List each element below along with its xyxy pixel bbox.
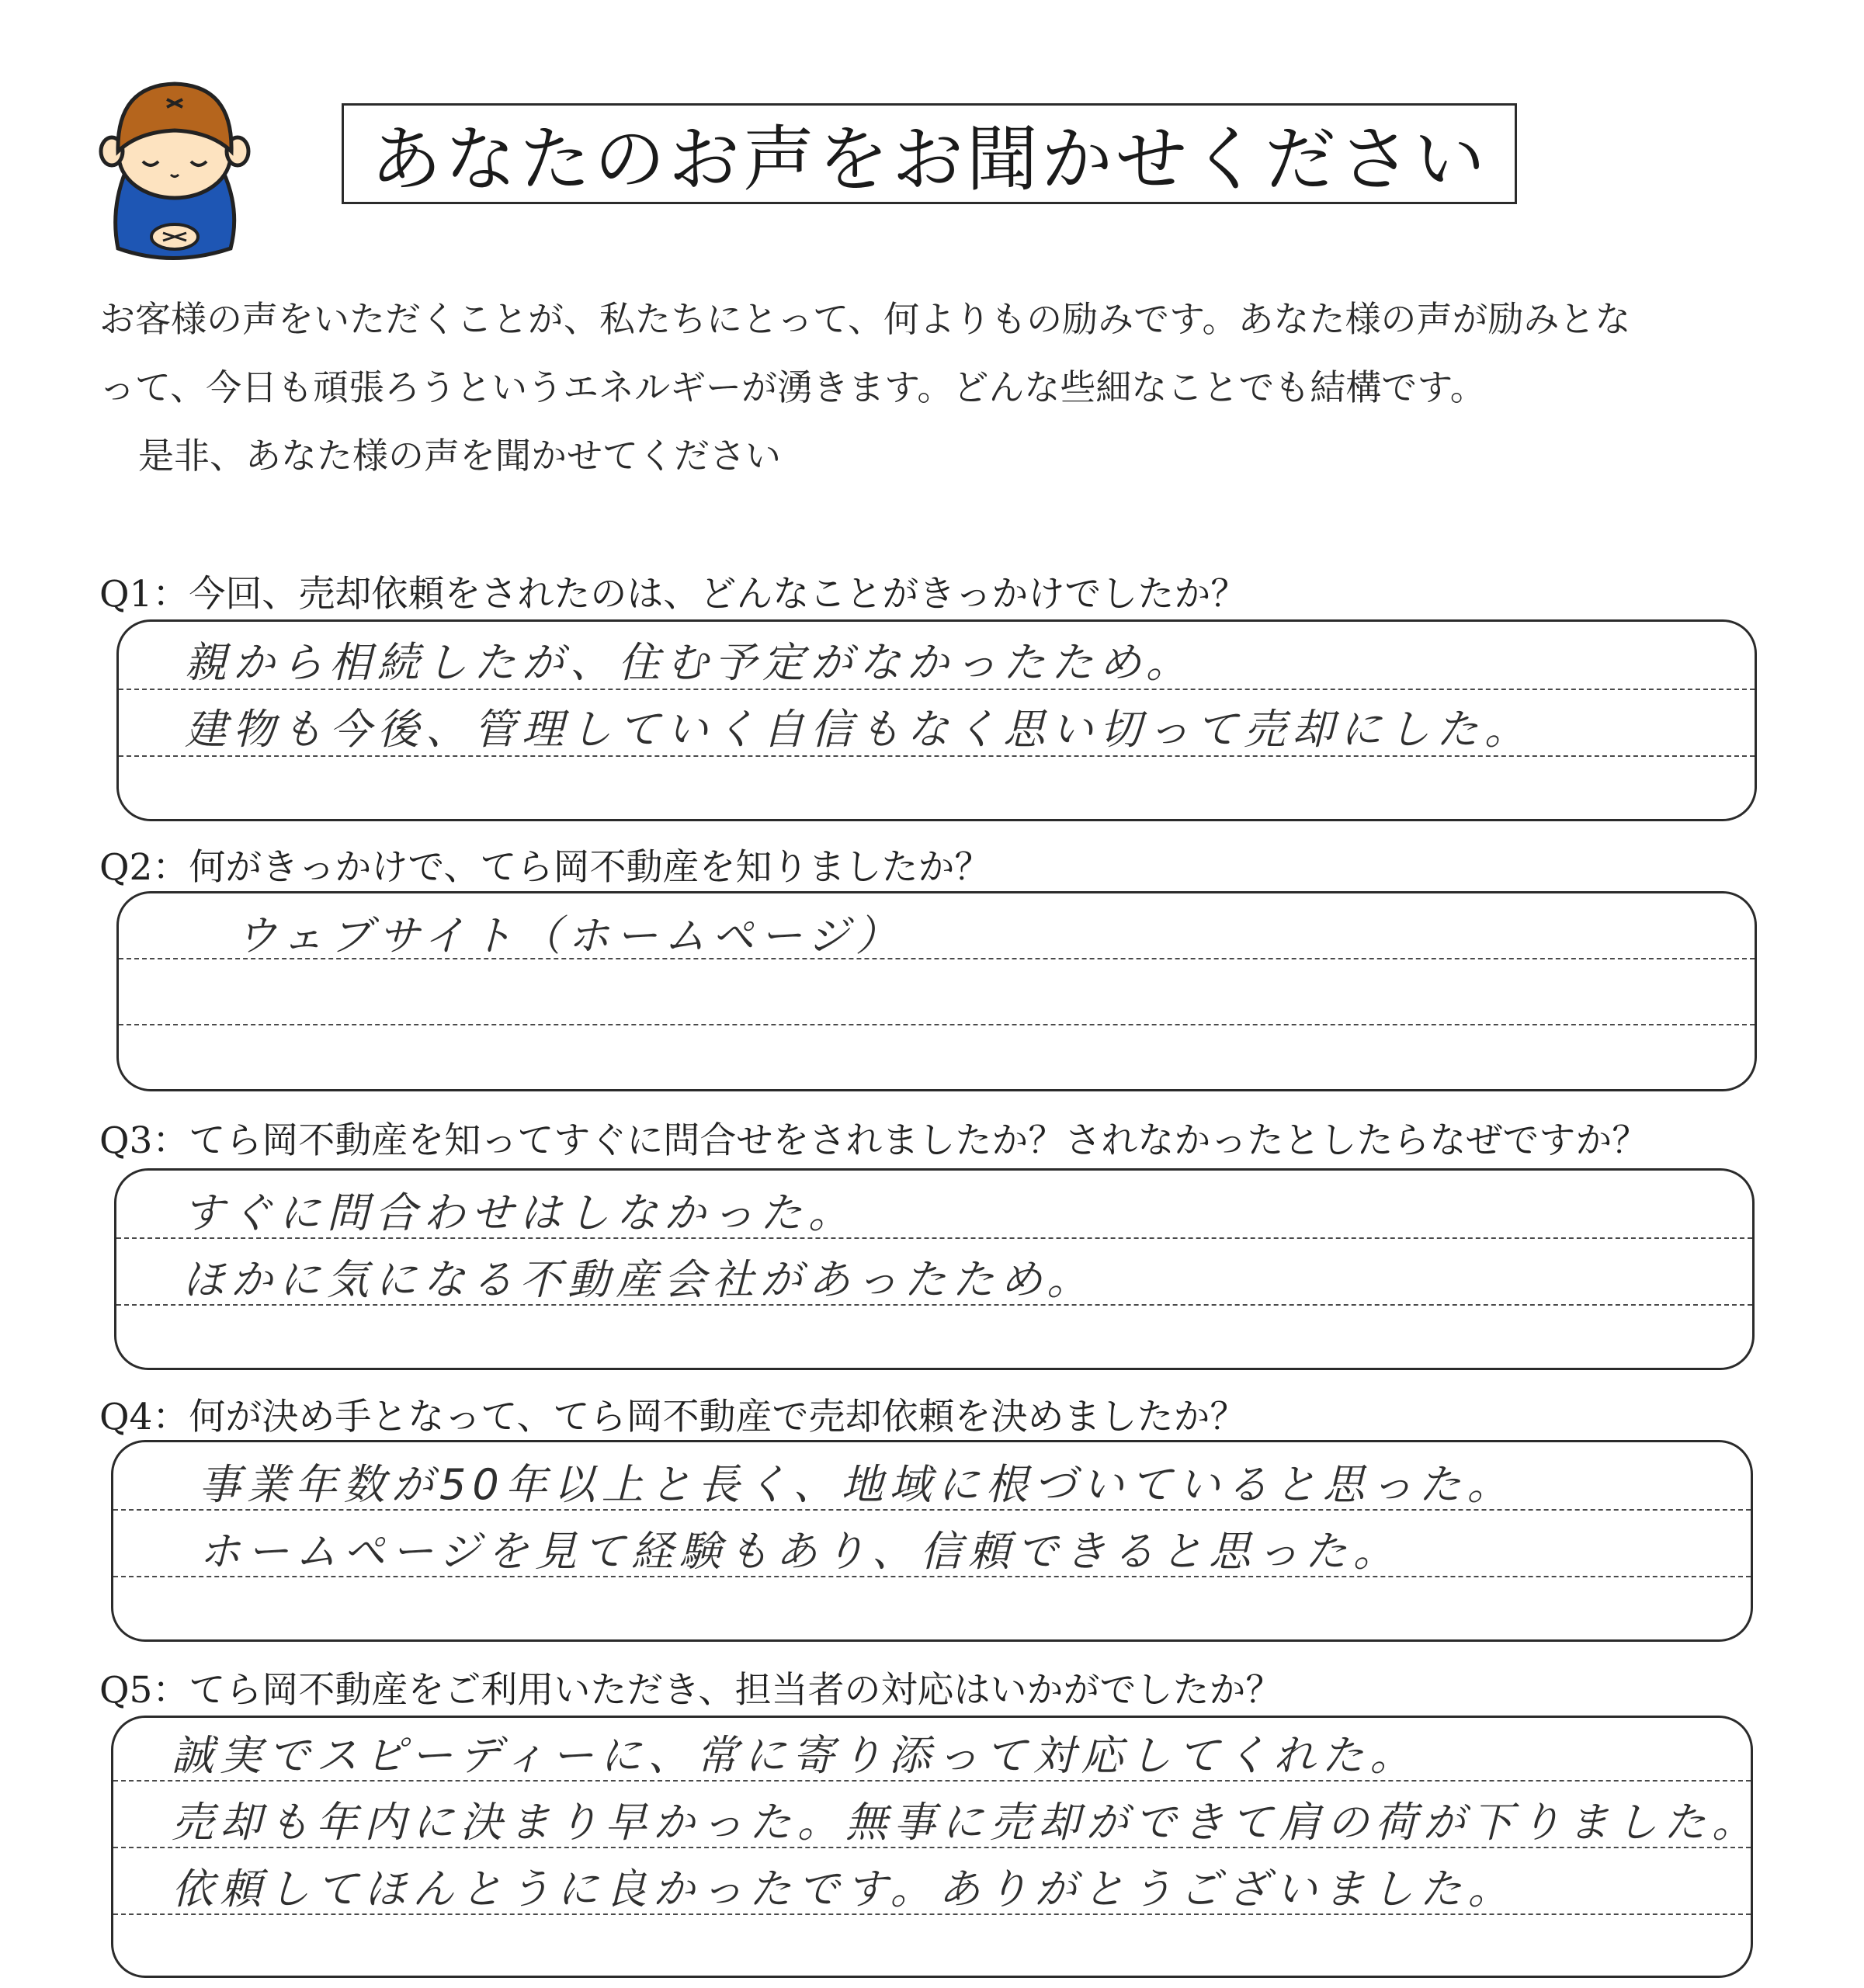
answer-5-line-3: 依頼してほんとうに良かったです。ありがとうございました。 — [172, 1865, 1516, 1913]
answer-box-5 — [111, 1716, 1760, 1978]
answer-line — [119, 1024, 1755, 1025]
answer-box-2 — [116, 891, 1757, 1091]
answer-5-line-1: 誠実でスピーディーに、常に寄り添って対応してくれた。 — [172, 1731, 1418, 1780]
answer-1-line-2: 建物も今後、管理していく自信もなく思い切って売却にした。 — [185, 705, 1533, 754]
intro-line-3: 是非、あなた様の声を聞かせてください — [138, 435, 781, 477]
question-2-label: Q2：何がきっかけで、てら岡不動産を知りましたか？ — [99, 846, 991, 889]
page-title: あなたのお声をお聞かせください — [342, 103, 1517, 204]
bowing-staff-icon — [95, 78, 255, 264]
answer-3-line-1: すぐに問合わせはしなかった。 — [182, 1188, 856, 1237]
intro-line-1: お客様の声をいただくことが、私たちにとって、何よりもの励みです。あなた様の声が励みとな — [99, 298, 1631, 340]
answer-5-line-2: 売却も年内に決まり早かった。無事に売却ができて肩の荷が下りました。 — [172, 1798, 1760, 1847]
question-5-label: Q5：てら岡不動産をご利用いただき、担当者の対応はいかがでしたか？ — [99, 1669, 1283, 1712]
answer-2-line-1: ウェブサイト（ホームページ） — [235, 911, 904, 960]
answer-box-4 — [111, 1440, 1753, 1642]
answer-4-line-1: 事業年数が50年以上と長く、地域に根づいていると思った。 — [199, 1460, 1515, 1509]
answer-box-3 — [114, 1168, 1755, 1370]
answer-1-line-1: 親から相続したが、住む予定がなかったため。 — [185, 638, 1194, 687]
question-3-label: Q3：てら岡不動産を知ってすぐに問合せをされましたか？されなかったとしたらなぜですか？ — [99, 1119, 1649, 1162]
question-1-label: Q1：今回、売却依頼をされたのは、どんなことがきっかけでしたか？ — [99, 573, 1248, 616]
answer-box-1 — [116, 619, 1757, 821]
answer-4-line-2: ホームページを見て経験もあり、信頼できると思った。 — [199, 1527, 1401, 1576]
question-4-label: Q4：何が決め手となって、てら岡不動産で売却依頼を決めましたか？ — [99, 1396, 1247, 1438]
intro-line-2: って、今日も頑張ろうというエネルギーが湧きます。どんな些細なことでも結構です。 — [99, 366, 1486, 408]
answer-3-line-2: ほかに気になる不動産会社があったため。 — [182, 1255, 1095, 1304]
